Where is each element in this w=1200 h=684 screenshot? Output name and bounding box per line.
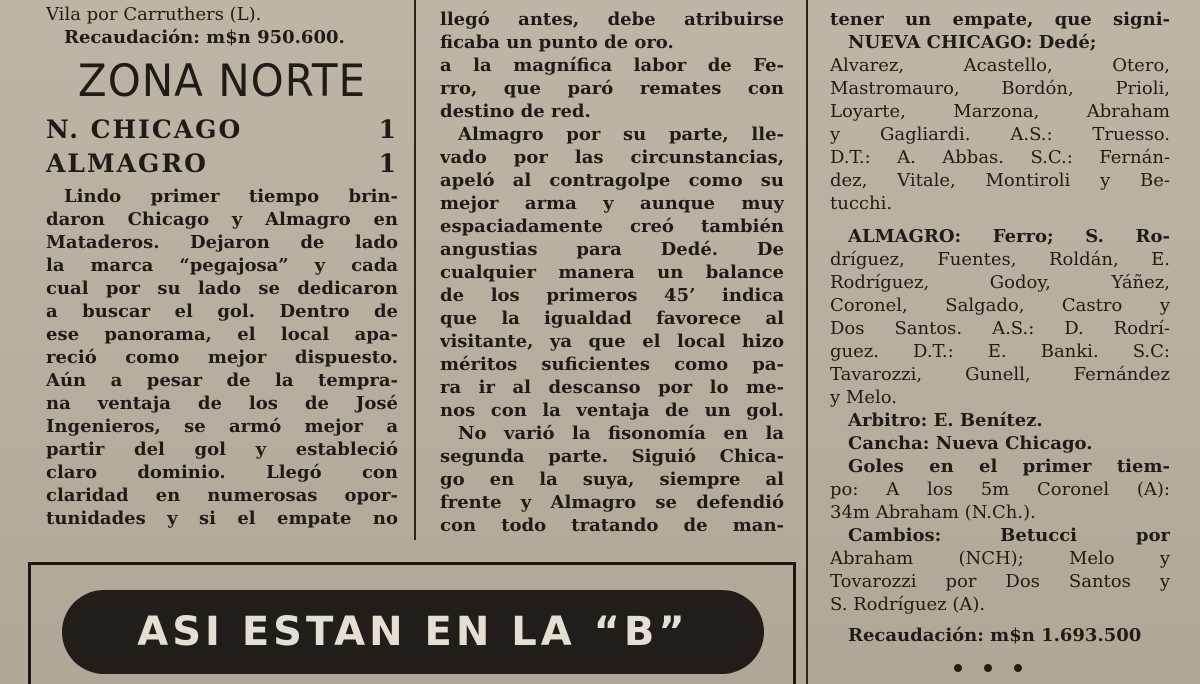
- text-line: espaciadamente creó también: [440, 216, 784, 237]
- text-line: méritos suficientes como pa-: [440, 354, 784, 375]
- column-rule: [806, 0, 808, 684]
- text-line: nos con la ventaja de un gol.: [440, 400, 784, 421]
- dot: [984, 664, 992, 672]
- text-line: llegó antes, debe atribuirse: [440, 9, 784, 30]
- text-line: daron Chicago y Almagro en: [46, 209, 398, 230]
- text-line: vado por las circunstancias,: [440, 147, 784, 168]
- attendance-revenue-line: Recaudación: m$n 1.693.500: [848, 625, 1142, 646]
- text-line: Alvarez, Acastello, Otero,: [830, 55, 1170, 76]
- text-line: na ventaja de los de José: [46, 393, 398, 414]
- text-line: Dos Santos. A.S.: D. Rodrí-: [830, 318, 1170, 339]
- text-line: D.T.: A. Abbas. S.C.: Fernán-: [830, 147, 1170, 168]
- text-line: a la magnífica labor de Fe-: [440, 55, 784, 76]
- text-line: que la igualdad favorece al: [440, 308, 784, 329]
- text-line: Recaudación: m$n 950.600.: [64, 27, 345, 48]
- text-line: y Gagliardi. A.S.: Truesso.: [830, 124, 1170, 145]
- dot: [1014, 664, 1022, 672]
- text-line: Abraham (NCH); Melo y: [830, 548, 1170, 569]
- team-name: ALMAGRO: [46, 149, 208, 178]
- text-line: tener un empate, que signi-: [830, 9, 1170, 30]
- text-line: claro dominio. Llegó con: [46, 462, 398, 483]
- goals-line: Goles en el primer tiem-: [848, 456, 1170, 477]
- text-line: Aún a pesar de la tempra-: [46, 370, 398, 391]
- team-goals: 1: [378, 149, 398, 178]
- text-line: cualquier manera un balance: [440, 262, 784, 283]
- text-line: 34m Abraham (N.Ch.).: [830, 502, 1036, 523]
- team-name: N. CHICAGO: [46, 115, 243, 144]
- standings-banner-text: ASI ESTAN EN LA “B”: [137, 609, 689, 655]
- text-line: ese panorama, el local apa-: [46, 324, 398, 345]
- text-line: destino de red.: [440, 101, 591, 122]
- column-right: [830, 8, 1170, 647]
- column-rule: [414, 0, 416, 540]
- text-line: cual por su lado se dedicaron: [46, 278, 398, 299]
- text-line: Almagro por su parte, lle-: [458, 124, 784, 145]
- text-line: visitante, ya que el local hizo: [440, 331, 784, 352]
- text-line: rro, que paró remates con: [440, 78, 784, 99]
- text-line: go en la suya, siempre al: [440, 469, 784, 490]
- text-line: S. Rodríguez (A).: [830, 594, 986, 615]
- substitutions-line: Cambios: Betucci por: [848, 525, 1170, 546]
- text-line: Coronel, Salgado, Castro y: [830, 295, 1170, 316]
- text-line: No varió la fisonomía en la: [458, 423, 784, 444]
- text-line: apeló al contragolpe como su: [440, 170, 784, 191]
- text-line: Ingenieros, se armó mejor a: [46, 416, 398, 437]
- team-lineup-heading: ALMAGRO: Ferro; S. Ro-: [848, 226, 1170, 247]
- text-line: Rodríguez, Godoy, Yáñez,: [830, 272, 1170, 293]
- text-line: la marca “pegajosa” y cada: [46, 255, 398, 276]
- text-line: segunda parte. Siguió Chica-: [440, 446, 784, 467]
- score-row: [46, 147, 398, 181]
- dot: [954, 664, 962, 672]
- text-line: de los primeros 45’ indica: [440, 285, 784, 306]
- text-line: tunidades y si el empate no: [46, 508, 398, 529]
- text-line: claridad en numerosas opor-: [46, 485, 398, 506]
- referee-line: Arbitro: E. Benítez.: [848, 410, 1043, 431]
- text-line: Tavarozzi, Gunell, Fernández: [830, 364, 1170, 385]
- zone-title: ZONA NORTE: [77, 54, 367, 107]
- text-line: Vila por Carruthers (L).: [46, 4, 262, 25]
- standings-banner: [62, 590, 764, 674]
- text-line: reció como mejor dispuesto.: [46, 347, 398, 368]
- text-line: mejor arma y aunque muy: [440, 193, 784, 214]
- column-left: [46, 3, 398, 530]
- text-line: Tovarozzi por Dos Santos y: [830, 571, 1170, 592]
- text-line: con todo tratando de man-: [440, 515, 784, 536]
- text-line: Mataderos. Dejaron de lado: [46, 232, 398, 253]
- team-goals: 1: [378, 115, 398, 144]
- text-line: guez. D.T.: E. Banki. S.C:: [830, 341, 1170, 362]
- separator-dots: [954, 664, 1022, 672]
- text-line: Lindo primer tiempo brin-: [64, 186, 398, 207]
- text-line: dez, Vitale, Montiroli y Be-: [830, 170, 1170, 191]
- text-line: tucchi.: [830, 193, 893, 214]
- text-line: y Melo.: [830, 387, 897, 408]
- text-line: frente y Almagro se defendió: [440, 492, 784, 513]
- team-lineup-heading: NUEVA CHICAGO: Dedé;: [848, 32, 1097, 53]
- text-line: dríguez, Fuentes, Roldán, E.: [830, 249, 1170, 270]
- column-middle: [440, 8, 784, 537]
- text-line: ficaba un punto de oro.: [440, 32, 674, 53]
- text-line: Mastromauro, Bordón, Prioli,: [830, 78, 1170, 99]
- stadium-line: Cancha: Nueva Chicago.: [848, 433, 1093, 454]
- text-line: po: A los 5m Coronel (A):: [830, 479, 1170, 500]
- text-line: angustias para Dedé. De: [440, 239, 784, 260]
- text-line: Loyarte, Marzona, Abraham: [830, 101, 1170, 122]
- text-line: ra ir al descanso por lo me-: [440, 377, 784, 398]
- text-line: partir del gol y estableció: [46, 439, 398, 460]
- text-line: a buscar el gol. Dentro de: [46, 301, 398, 322]
- score-row: [46, 113, 398, 147]
